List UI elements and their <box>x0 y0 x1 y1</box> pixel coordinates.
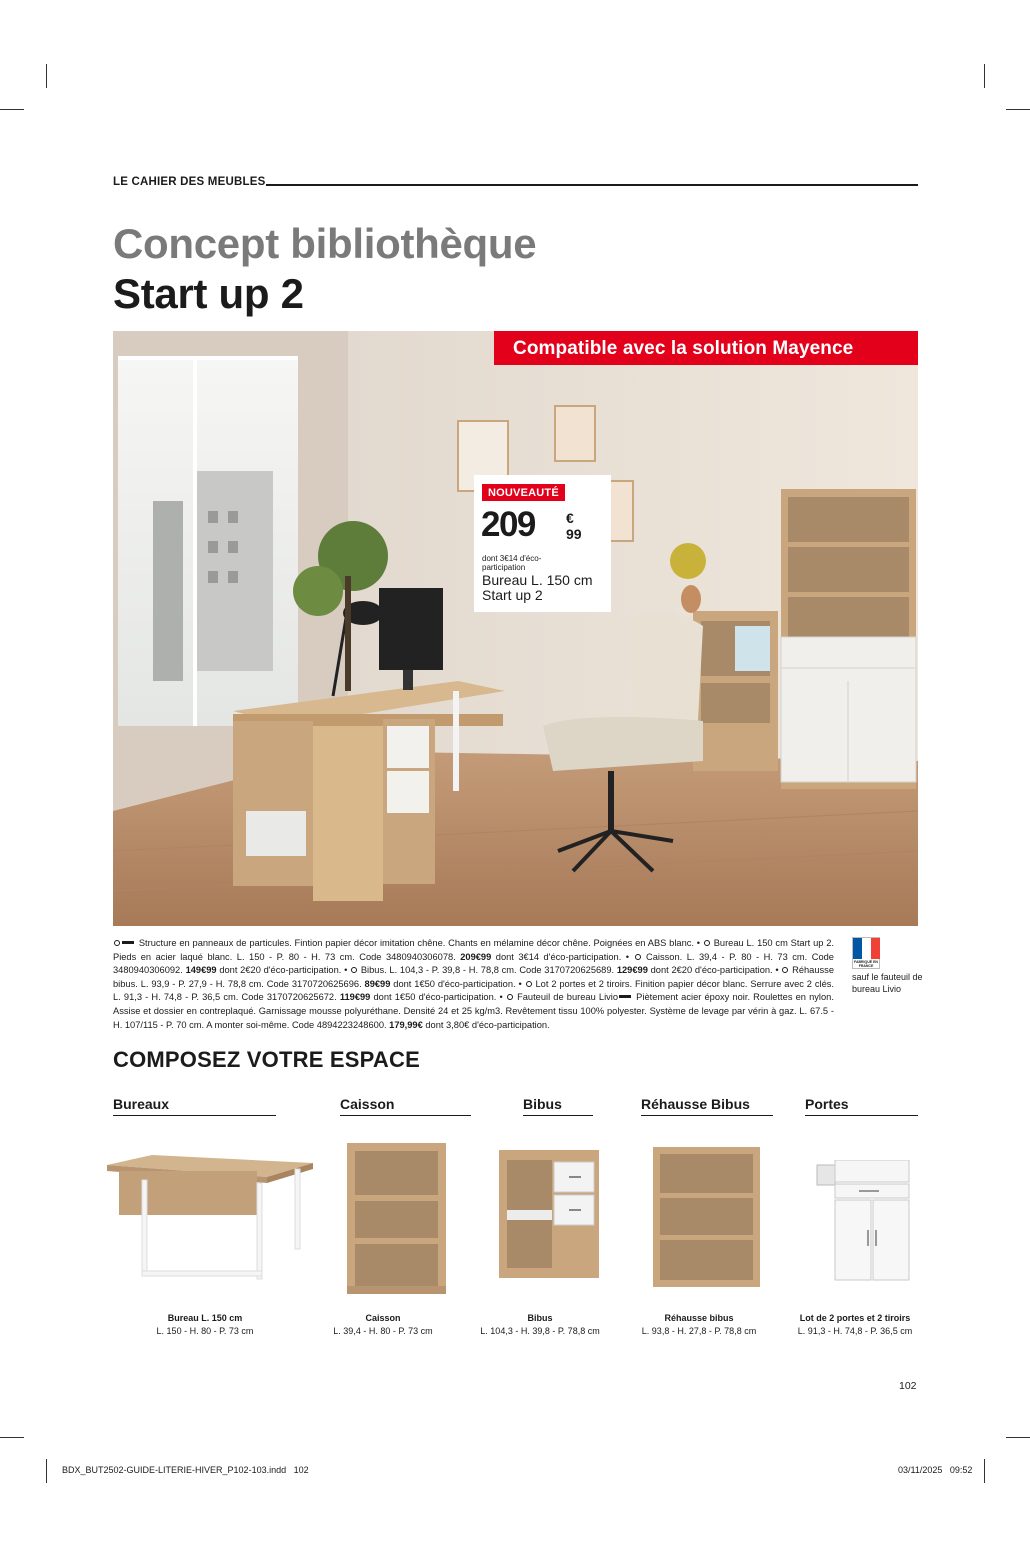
desc-fauteuil-price: 179,99€ <box>389 1019 423 1030</box>
product-name <box>482 573 610 603</box>
column-header-bureaux: Bureaux <box>113 1096 276 1116</box>
product-caption-portes <box>790 1312 920 1338</box>
caption-dims: L. 39,4 - H. 80 - P. 73 cm <box>333 1326 433 1336</box>
product-description <box>113 937 834 1032</box>
crop-mark <box>984 1459 985 1483</box>
crop-mark <box>46 1459 47 1483</box>
eco-participation: dont 3€14 d'éco-participation <box>482 554 542 572</box>
made-in-france-flag-icon <box>852 937 880 969</box>
price-integer: 209 <box>481 505 535 544</box>
caption-name: Lot de 2 portes et 2 tiroirs <box>799 1313 911 1323</box>
column-header-rehausse-bibus: Réhausse Bibus <box>641 1096 773 1116</box>
caisson-product-image <box>347 1143 446 1294</box>
crop-mark <box>984 64 985 88</box>
assembly-icon <box>351 967 357 973</box>
office-scene-illustration <box>113 331 918 926</box>
assembly-icon <box>507 994 513 1000</box>
crop-mark <box>46 64 47 88</box>
caption-dims: L. 104,3 - H. 39,8 - P. 78,8 cm <box>480 1326 600 1336</box>
desc-caisson: Caisson. L. 39,4 - P. 80 - H. 73 cm. Code 3480940306092. <box>113 951 834 976</box>
desc-lot-eco: dont 1€50 d'éco-participation. • <box>373 992 503 1003</box>
flag-red-band <box>871 938 880 959</box>
product-caption-caisson <box>318 1312 448 1338</box>
desk-product-image <box>107 1155 313 1280</box>
desc-lot-price: 119€99 <box>339 992 371 1003</box>
desc-bureau-price: 209€99 <box>460 951 492 962</box>
page-title-line2: Start up 2 <box>113 270 304 317</box>
caption-dims: L. 91,3 - H. 74,8 - P. 36,5 cm <box>797 1326 913 1336</box>
caption-name: Bibus <box>527 1313 553 1323</box>
assembly-icon <box>526 981 532 987</box>
new-badge: NOUVEAUTÉ <box>482 484 565 501</box>
assembly-icon <box>635 954 641 960</box>
price-currency: € <box>566 510 574 526</box>
crop-mark <box>1006 109 1030 110</box>
crop-mark <box>0 1437 24 1438</box>
hero-image <box>113 331 918 926</box>
crop-mark <box>1006 1437 1030 1438</box>
caption-name: Réhausse bibus <box>664 1313 734 1323</box>
print-slug-file: BDX_BUT2502-GUIDE-LITERIE-HIVER_P102-103.indd 102 <box>62 1465 309 1475</box>
page-number: 102 <box>899 1380 917 1392</box>
compose-section-title: COMPOSEZ VOTRE ESPACE <box>113 1047 420 1072</box>
caption-name: Bureau L. 150 cm <box>167 1313 243 1323</box>
column-header-portes: Portes <box>805 1096 918 1116</box>
desc-fauteuil: Fauteuil de bureau Livio <box>517 992 619 1003</box>
desc-caisson-eco: dont 2€20 d'éco-participation. • <box>219 965 348 976</box>
flag-blue-band <box>853 938 862 959</box>
rehausse-bibus-product-image <box>653 1147 760 1287</box>
column-header-caisson: Caisson <box>340 1096 471 1116</box>
caption-dims: L. 150 - H. 80 - P. 73 cm <box>156 1326 254 1336</box>
product-caption-rehausse <box>628 1312 770 1338</box>
desc-bibus-price: 129€99 <box>616 965 648 976</box>
plug-icon <box>619 995 631 998</box>
caption-dims: L. 93,8 - H. 27,8 - P. 78,8 cm <box>641 1326 757 1336</box>
desc-lot: Lot 2 portes et 2 tiroirs. Finition papier décor blanc. Serrure avec 2 clés. L. 91,3 - H. 74,8 - P. 36,5 cm. Code 3170720625672. <box>113 978 834 1003</box>
product-name-line2: Start up 2 <box>482 587 543 603</box>
desc-caisson-price: 149€99 <box>185 965 217 976</box>
product-caption-bibus <box>470 1312 610 1338</box>
desc-bibus-eco: dont 2€20 d'éco-participation. • <box>650 965 779 976</box>
flag-white-band <box>862 938 871 959</box>
section-label: LE CAHIER DES MEUBLES <box>113 176 266 188</box>
desc-rehausse: Réhausse bibus. L. 93,9 - P. 27,9 - H. 78,8 cm. Code 3170720625696. <box>113 965 834 989</box>
desc-rehausse-price: 89€99 <box>364 978 391 989</box>
desc-rehausse-eco: dont 1€50 d'éco-participation. • <box>393 978 522 989</box>
desc-bureau: Bureau L. 150 cm Start up 2. Pieds en acier laqué blanc. L. 150 - P. 80 - H. 73 cm. Code 3480940306078. <box>113 938 834 962</box>
compatibility-banner: Compatible avec la solution Mayence <box>494 331 918 365</box>
price-cents: 99 <box>566 526 582 542</box>
print-slug-date: 03/11/2025 09:52 <box>898 1465 973 1475</box>
crop-mark <box>0 109 24 110</box>
desc-structure: Structure en panneaux de particules. Fintion papier décor imitation chêne. Chants en mélamine décor chêne. Poignées en ABS blanc. • <box>138 938 701 948</box>
portes-tiroirs-product-image <box>815 1160 911 1285</box>
flag-label: FABRIQUÉ EN FRANCE <box>854 960 878 968</box>
plug-icon <box>122 941 134 944</box>
page-title-line1: Concept bibliothèque <box>113 220 537 267</box>
product-caption-bureau <box>130 1312 280 1338</box>
section-rule <box>266 184 918 186</box>
price-card <box>474 475 611 612</box>
bibus-product-image <box>499 1150 599 1278</box>
desc-bibus: Bibus. L. 104,3 - P. 39,8 - H. 78,8 cm. Code 3170720625689. <box>360 965 615 976</box>
caption-name: Caisson <box>365 1313 401 1323</box>
desc-fauteuil-eco: dont 3,80€ d'éco-participation. <box>425 1019 550 1030</box>
assembly-icon <box>114 940 120 946</box>
origin-note: sauf le fauteuil de bureau Livio <box>852 972 923 994</box>
assembly-icon <box>782 967 788 973</box>
desc-bureau-eco: dont 3€14 d'éco-participation. • <box>495 951 630 962</box>
assembly-icon <box>704 940 710 946</box>
column-header-bibus: Bibus <box>523 1096 593 1116</box>
desc-fauteuil-details: Piètement acier époxy noir. Roulettes en nylon. Assise et dossier en contreplaqué. Garnissage mousse polyuréthane. Densité 24 et 25 kg/m3. Revêtement tissu 100% polyester. Système de levage par vérin à gaz. L. 67.5 - H. 107/115 - P. 70 cm. A monter soi-même. Code 4894223248600. <box>113 992 834 1030</box>
product-name-line1: Bureau L. 150 cm <box>482 572 593 588</box>
